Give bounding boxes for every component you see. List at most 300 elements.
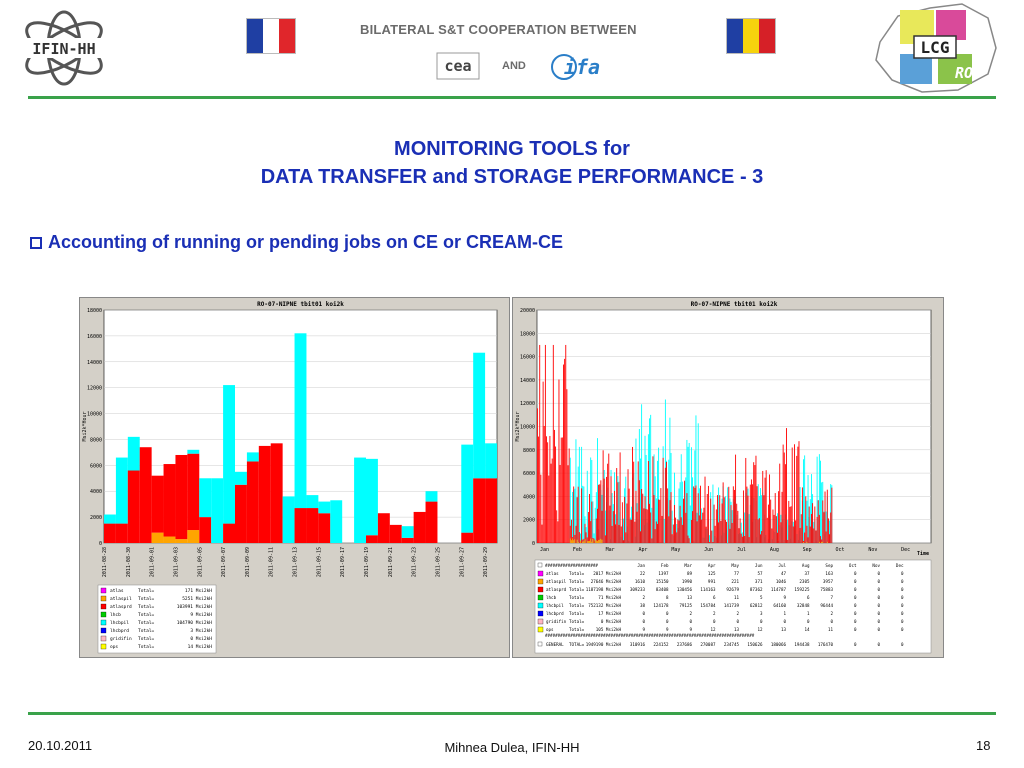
table-row-swatch: [538, 587, 543, 592]
table-cell: 0: [689, 619, 692, 624]
x-tick-label: 2011-09-27: [459, 547, 466, 578]
bar-atlasprd: [753, 462, 754, 543]
table-cell: 2: [712, 611, 716, 616]
table-cell: 0: [665, 619, 669, 624]
table-row-name: lhcb: [546, 595, 557, 600]
legend-total-label: Total=: [138, 645, 155, 650]
table-row-total: 71 Msi2kH: [598, 595, 621, 600]
bar-atlasprd: [641, 489, 642, 543]
legend-total: 104790 Msi2kH: [176, 621, 212, 626]
footer-author: Mihnea Dulea, IFIN-HH: [444, 740, 580, 755]
table-cell: 89: [686, 571, 692, 576]
bar-lhcbpil: [808, 475, 809, 543]
bar-atlasprd: [819, 515, 820, 543]
x-tick-label: Jun: [704, 547, 714, 553]
bar-atlaspil: [600, 539, 601, 543]
daily-accounting-chart: [80, 298, 509, 657]
table-cell: 1: [783, 611, 786, 616]
bar-atlasprd: [748, 496, 749, 543]
bar-atlasprd: [816, 530, 817, 543]
table-row-name: atlas: [546, 571, 559, 576]
bar-atlasprd: [776, 516, 777, 543]
bar-atlaspil: [571, 540, 572, 543]
bar-atlasprd: [723, 482, 724, 543]
table-cell: 9: [689, 627, 692, 632]
bar-atlasprd: [744, 536, 745, 543]
table-row-name: atlasprd: [546, 587, 567, 592]
table-cell: 1610: [634, 579, 645, 584]
bar-lhcbpil: [640, 459, 641, 543]
bar-atlasprd: [802, 487, 803, 543]
legend-name: lhcb: [110, 613, 121, 618]
legend-name: lhcbpil: [110, 621, 129, 626]
table-separator: ###################################################################################: [545, 633, 755, 638]
bar-atlasprd: [765, 478, 766, 543]
bar-atlasprd: [756, 456, 757, 543]
table-cell: 0: [900, 595, 904, 600]
bar-atlasprd: [683, 499, 684, 543]
x-tick-label: Mar: [605, 547, 615, 553]
bar-atlasprd: [624, 497, 625, 543]
y-tick-label: 4000: [522, 494, 535, 501]
bar-atlasprd: [555, 447, 556, 543]
table-general-cell: 194438: [794, 642, 810, 647]
bar-atlasprd: [706, 527, 707, 543]
bar-atlasprd: [634, 522, 635, 543]
bar-atlasprd: [699, 515, 700, 543]
yearly-accounting-chart: [513, 298, 943, 657]
bar-lhcbpil: [583, 486, 584, 543]
bar-atlasprd: [654, 495, 655, 543]
table-row-total-label: Total=: [569, 627, 585, 632]
bar-atlasprd: [668, 516, 669, 543]
bar-atlasprd: [589, 494, 590, 543]
bar-lhcbpil: [223, 385, 235, 524]
bar-atlasprd: [659, 500, 660, 543]
bar-lhcbpil: [688, 447, 689, 543]
bar-atlasprd: [402, 538, 414, 543]
bar-atlasprd: [831, 488, 832, 543]
bar-atlasprd: [732, 523, 733, 543]
bar-atlasprd: [830, 513, 831, 543]
legend-total: 5251 Msi2kH: [182, 597, 212, 602]
bar-atlasprd: [539, 345, 540, 543]
bar-atlasprd: [714, 505, 715, 543]
table-row-total: 1187198 Msi2kH: [585, 587, 621, 592]
cea-logo: [436, 52, 480, 80]
bar-atlasprd: [666, 462, 667, 543]
table-cell: 2: [830, 611, 833, 616]
bar-atlasprd: [669, 500, 670, 543]
bar-atlaspil: [596, 540, 597, 543]
bar-atlaspil: [595, 540, 596, 543]
bar-atlasprd: [709, 542, 710, 543]
bar-lhcbpil: [426, 491, 438, 501]
table-cell: 221: [731, 579, 739, 584]
table-row-swatch: [538, 579, 543, 584]
table-cell: 0: [900, 627, 904, 632]
bar-atlasprd: [810, 527, 811, 543]
bar-atlasprd: [599, 484, 600, 543]
bar-atlasprd: [828, 518, 829, 543]
table-header-month: Jun: [754, 563, 763, 568]
bar-lhcbpil: [211, 478, 223, 543]
bar-atlasprd: [679, 521, 680, 543]
y-axis-label: Msi2k*Hour: [82, 411, 88, 442]
ifin-logo-text: IFIN-HH: [32, 40, 96, 58]
bar-atlaspil: [175, 539, 187, 543]
header-divider: [28, 96, 996, 99]
bar-atlaspil: [570, 538, 571, 543]
bar-lhcbpil: [727, 487, 728, 543]
x-tick-label: 2011-09-15: [316, 547, 323, 578]
bar-atlasprd: [722, 503, 723, 543]
table-cell: 0: [900, 619, 904, 624]
table-general-cell: 180066: [770, 642, 786, 647]
table-header-month: Oct: [848, 563, 857, 568]
table-general-cell: 0: [900, 642, 904, 647]
y-axis-label: Msi2k*Hour: [515, 411, 521, 442]
bar-atlasprd: [696, 486, 697, 543]
legend-total-label: Total=: [138, 589, 155, 594]
bar-atlasprd: [612, 526, 613, 543]
bar-atlasprd: [742, 537, 743, 543]
bar-atlasprd: [760, 534, 761, 543]
table-cell: 8: [665, 595, 669, 600]
bar-atlasprd: [726, 522, 727, 543]
bar-atlasprd: [565, 345, 566, 543]
bar-atlaspil: [580, 540, 581, 543]
bar-atlaspil: [597, 541, 598, 543]
table-cell: 0: [853, 627, 857, 632]
bar-atlasprd: [544, 426, 545, 543]
bar-atlasprd: [708, 486, 709, 543]
chart-title: RO-07-NIPNE tbit01 koi2k: [690, 301, 778, 308]
table-cell: 11: [827, 627, 833, 632]
bar-atlasprd: [770, 500, 771, 543]
bar-atlasprd: [639, 480, 640, 543]
bar-atlasprd: [573, 486, 574, 543]
table-cell: 0: [853, 595, 857, 600]
y-tick-label: 0: [98, 541, 102, 547]
bar-lhcbpil: [579, 447, 580, 543]
bar-atlasprd: [774, 515, 775, 543]
bar-atlasprd: [814, 506, 815, 543]
bar-atlasprd: [762, 471, 763, 543]
table-cell: 87362: [749, 587, 763, 592]
checkbox-bullet-icon: [30, 237, 42, 249]
bar-atlasprd: [672, 534, 673, 543]
bar-atlasprd: [745, 458, 746, 543]
table-header-month: May: [731, 563, 739, 568]
bar-atlasprd: [684, 481, 685, 543]
bar-atlasprd: [622, 502, 623, 543]
bullet-text: Accounting of running or pending jobs on CE or CREAM-CE: [48, 232, 563, 252]
bar-atlasprd: [548, 476, 549, 543]
bar-lhcbpil: [402, 526, 414, 538]
legend-swatch: [101, 636, 106, 641]
bar-atlasprd: [667, 488, 668, 543]
bar-atlasprd: [788, 501, 789, 543]
table-header-month: Jul: [778, 563, 786, 568]
bar-atlasprd: [663, 458, 664, 543]
bar-atlasprd: [813, 528, 814, 543]
ifa-logo-text: ifa: [563, 55, 601, 79]
bar-atlasprd: [662, 516, 663, 543]
bar-atlaspil: [574, 539, 575, 543]
legend-name: atlasprd: [110, 605, 132, 610]
bar-lhcbpil: [664, 519, 665, 543]
table-general-total: 1949190 Msi2kH: [585, 642, 621, 647]
bar-atlasprd: [616, 468, 617, 543]
bar-atlaspil: [592, 539, 593, 543]
table-cell: 1397: [658, 571, 669, 576]
bar-atlasprd: [725, 520, 726, 543]
bar-atlasprd: [594, 539, 595, 543]
x-tick-label: 2011-09-25: [435, 547, 442, 578]
table-row-total-label: Total=: [569, 603, 585, 608]
bar-atlasprd: [564, 359, 565, 543]
table-cell: 2: [689, 611, 692, 616]
bar-atlasprd: [560, 465, 561, 543]
bar-atlasprd: [556, 510, 557, 543]
legend-swatch: [101, 644, 106, 649]
x-tick-label: 2011-09-29: [483, 547, 490, 578]
table-row-name: ops: [546, 627, 554, 632]
table-cell: 124178: [653, 603, 669, 608]
table-header-month: Dec: [895, 563, 904, 568]
bar-lhcbpil: [592, 501, 593, 543]
legend-swatch: [101, 620, 106, 625]
bar-lhcbpil: [247, 452, 259, 461]
bar-atlasprd: [563, 365, 564, 543]
bar-atlasprd: [688, 536, 689, 543]
table-header-month: Mar: [684, 563, 692, 568]
bar-atlaspil: [577, 540, 578, 543]
bar-atlasprd: [656, 521, 657, 543]
bar-atlasprd: [777, 533, 778, 543]
table-row-name: gridifin: [546, 619, 567, 624]
bar-atlasprd: [757, 486, 758, 543]
table-cell: 2305: [799, 579, 810, 584]
bar-atlasprd: [809, 506, 810, 543]
bar-atlaspil: [578, 542, 579, 543]
table-cell: 77: [733, 571, 739, 576]
table-cell: 2: [736, 611, 739, 616]
bar-atlasprd: [736, 504, 737, 543]
table-cell: 7: [830, 595, 833, 600]
table-general-cell: 224152: [653, 642, 669, 647]
table-cell: 37: [804, 571, 810, 576]
flag-france-icon: [246, 18, 296, 54]
bar-atlasprd: [717, 495, 718, 543]
table-cell: 15150: [655, 579, 669, 584]
table-cell: 83408: [655, 587, 669, 592]
table-row-total-label: Total=: [569, 619, 585, 624]
bar-lhcbpil: [820, 461, 821, 543]
bar-atlasprd: [796, 456, 797, 543]
table-cell: 0: [736, 619, 739, 624]
bar-lhcbpil: [804, 455, 805, 543]
table-cell: 9: [665, 627, 669, 632]
table-row-total: 2017 Msi2kH: [593, 571, 621, 576]
y-tick-label: 20000: [519, 308, 535, 314]
table-header-month: Sep: [825, 563, 833, 568]
bar-atlasprd: [473, 478, 485, 543]
table-cell: 38: [639, 603, 645, 608]
bar-atlasprd: [740, 518, 741, 543]
bar-atlasprd: [681, 517, 682, 543]
bar-atlasprd: [579, 532, 580, 543]
table-row-swatch: [538, 627, 543, 632]
table-cell: 0: [830, 619, 833, 624]
y-tick-label: 14000: [86, 359, 102, 366]
bar-atlasprd: [642, 494, 643, 543]
bar-atlasprd: [702, 513, 703, 543]
table-row-swatch: [538, 595, 543, 600]
bar-atlasprd: [591, 502, 592, 543]
title-line-1: MONITORING TOOLS for: [394, 138, 630, 160]
bar-atlasprd: [731, 505, 732, 543]
table-cell: 5: [759, 595, 763, 600]
y-tick-label: 2000: [522, 517, 535, 524]
bar-atlasprd: [778, 491, 779, 543]
bar-atlasprd: [199, 517, 211, 543]
bar-atlasprd: [799, 441, 800, 543]
table-general-cell: 234745: [723, 642, 739, 647]
x-tick-label: 2011-09-19: [364, 547, 370, 578]
daily-accounting-chart-panel: [79, 297, 510, 658]
bar-atlasprd: [733, 486, 734, 543]
bar-atlasprd: [559, 379, 560, 543]
bar-atlasprd: [718, 522, 719, 543]
bar-atlasprd: [658, 499, 659, 543]
legend-box: [98, 585, 216, 653]
bar-atlasprd: [607, 464, 608, 543]
bar-atlasprd: [586, 532, 587, 543]
legend-total-label: Total=: [138, 597, 155, 602]
table-cell: 0: [853, 579, 857, 584]
bar-atlasprd: [775, 493, 776, 543]
bar-atlaspil: [599, 540, 600, 543]
bar-atlasprd: [716, 509, 717, 543]
x-tick-label: 2011-09-13: [292, 547, 299, 578]
legend-name: atlas: [110, 589, 124, 594]
bar-atlasprd: [705, 477, 706, 543]
bar-lhcbpil: [461, 445, 473, 533]
table-general-cell: 150626: [747, 642, 763, 647]
table-row-name: lhcbpil: [546, 603, 564, 608]
bar-atlasprd: [247, 461, 259, 543]
y-tick-label: 0: [531, 541, 535, 547]
bar-lhcbpil: [712, 485, 713, 543]
bar-atlasprd: [538, 437, 539, 543]
x-tick-label: 2011-09-11: [268, 547, 275, 578]
table-cell: 13: [733, 627, 739, 632]
footer-divider: [28, 712, 996, 715]
bar-atlasprd: [677, 519, 678, 543]
bar-atlasprd: [650, 512, 651, 543]
bar-atlasprd: [540, 475, 541, 543]
table-row-total: 752132 Msi2kH: [588, 603, 621, 608]
table-cell: 6: [806, 595, 810, 600]
table-cell: 13: [780, 627, 786, 632]
bar-atlasprd: [691, 520, 692, 543]
bar-atlasprd: [553, 345, 554, 543]
bar-atlasprd: [823, 512, 824, 543]
bar-atlasprd: [542, 525, 543, 543]
bar-atlasprd: [620, 452, 621, 543]
bar-lhcbpil: [116, 458, 128, 524]
bar-atlasprd: [655, 529, 656, 543]
table-header-month: Apr: [707, 563, 716, 568]
bar-atlasprd: [546, 436, 547, 543]
bar-atlasprd: [673, 525, 674, 543]
bar-atlasprd: [729, 529, 730, 543]
bar-atlasprd: [598, 485, 599, 543]
table-cell: 12: [757, 627, 763, 632]
bar-atlasprd: [784, 453, 785, 543]
bar-atlasprd: [808, 537, 809, 543]
bar-atlasprd: [811, 514, 812, 543]
legend-total-label: Total=: [138, 629, 155, 634]
table-cell: 0: [877, 587, 880, 592]
bar-atlasprd: [682, 525, 683, 543]
bar-lhcbpil: [330, 500, 342, 543]
legend-total-label: Total=: [138, 613, 155, 618]
bar-atlaspil: [583, 541, 584, 543]
bar-atlasprd: [703, 508, 704, 543]
bar-atlasprd: [414, 512, 426, 543]
bar-atlasprd: [104, 524, 116, 543]
bar-atlasprd: [754, 465, 755, 543]
table-cell: 0: [806, 619, 810, 624]
bar-atlasprd: [623, 540, 624, 543]
bar-atlasprd: [645, 496, 646, 543]
table-row-total: 105 Msi2kH: [595, 627, 621, 632]
bar-atlasprd: [752, 484, 753, 543]
legend-total: 0 Msi2kH: [190, 637, 212, 642]
bar-atlaspil: [822, 542, 823, 543]
bar-atlasprd: [719, 495, 720, 543]
bar-atlasprd: [767, 518, 768, 543]
y-tick-label: 8000: [89, 437, 102, 444]
bar-atlasprd: [569, 448, 570, 543]
bar-atlasprd: [651, 538, 652, 543]
bar-atlasprd: [697, 521, 698, 543]
bar-atlasprd: [735, 455, 736, 543]
table-cell: 991: [707, 579, 716, 584]
bar-atlasprd: [306, 508, 318, 543]
x-tick-label: Jan: [540, 547, 550, 553]
bar-atlaspil: [590, 539, 591, 543]
bar-atlasprd: [543, 382, 544, 543]
bar-atlasprd: [782, 492, 783, 543]
bar-atlasprd: [785, 464, 786, 543]
bar-atlasprd: [660, 488, 661, 543]
legend-total: 171 Msi2kH: [184, 589, 212, 594]
table-cell: 0: [853, 571, 857, 576]
bar-atlaspil: [589, 541, 590, 543]
x-tick-label: 2011-09-07: [221, 547, 228, 578]
bar-atlasprd: [800, 528, 801, 543]
bar-atlasprd: [818, 500, 819, 543]
table-cell: 125: [707, 571, 716, 576]
bar-atlasprd: [794, 444, 795, 543]
bar-lhcbpil: [574, 489, 575, 543]
bar-atlasprd: [825, 492, 826, 543]
table-cell: 0: [900, 611, 904, 616]
